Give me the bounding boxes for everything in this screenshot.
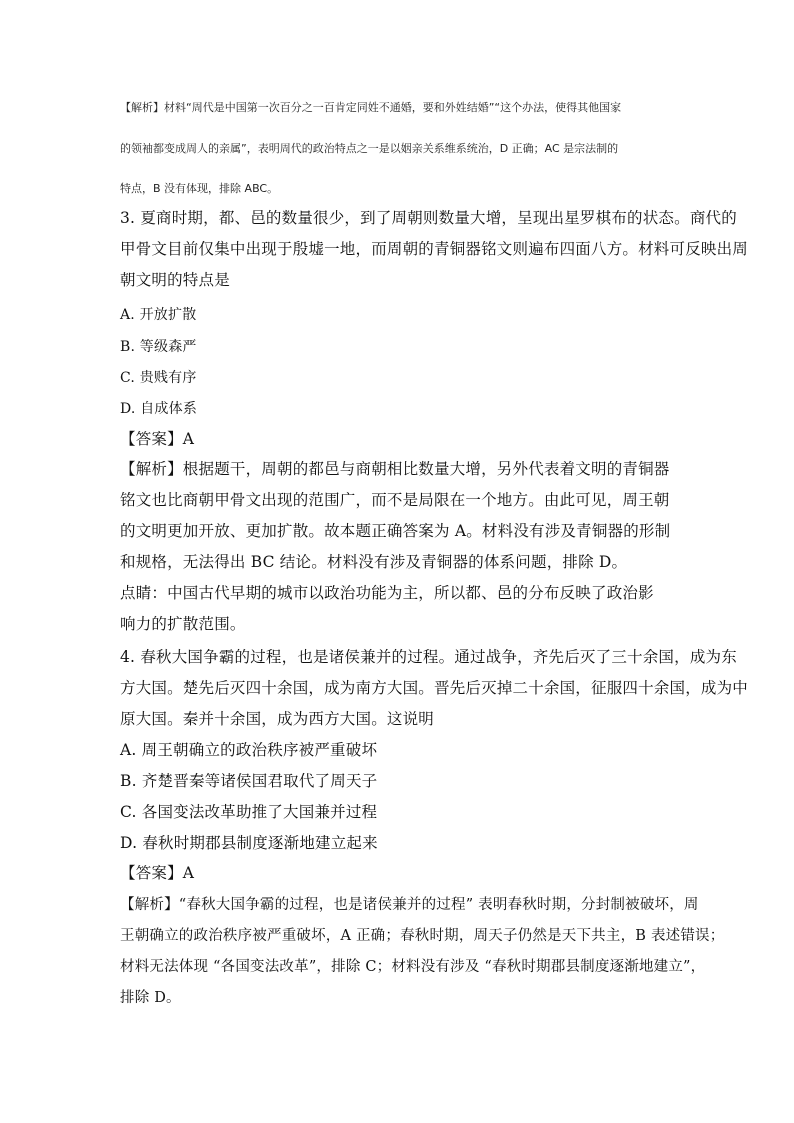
q3-stem-line-1: 3. 夏商时期，都、邑的数量很少，到了周朝则数量大增，呈现出星罗棋布的状态。商代的 <box>120 209 737 227</box>
q3-explanation-line-3: 的文明更加开放、更加扩散。故本题正确答案为 A。材料没有涉及青铜器的形制 <box>120 522 671 540</box>
prev-explanation-line-2: 的领袖都变成周人的亲属”，表明周代的政治特点之一是以姻亲关系维系统治，D 正确；AC 是宗法制的 <box>120 142 619 155</box>
q4-option-d: D. 春秋时期郡县制度逐渐地建立起来 <box>120 834 378 852</box>
prev-explanation-line-1: 【解析】材料“周代是中国第一次百分之一百肯定同姓不通婚，要和外姓结婚”“这个办法，使得其他国家 <box>120 101 622 114</box>
q3-explanation-line-2: 铭文也比商朝甲骨文出现的范围广，而不是局限在一个地方。由此可见，周王朝 <box>120 491 670 509</box>
q4-stem-line-1: 4. 春秋大国争霸的过程，也是诸侯兼并的过程。通过战争，齐先后灭了三十余国，成为东 <box>120 648 737 666</box>
q3-stem-line-3: 朝文明的特点是 <box>120 271 230 289</box>
q3-option-a: A. 开放扩散 <box>120 307 197 323</box>
q3-answer: 【答案】A <box>120 430 195 448</box>
q4-explanation-line-3: 材料无法体现 “各国变法改革”，排除 C；材料没有涉及 “春秋时期郡县制度逐渐地建立”， <box>120 959 706 975</box>
q4-explanation-line-1: 【解析】“春秋大国争霸的过程，也是诸侯兼并的过程” 表明春秋时期，分封制被破坏，周 <box>120 897 699 913</box>
q3-note-line-1: 点睛：中国古代早期的城市以政治功能为主，所以都、邑的分布反映了政治影 <box>120 584 654 602</box>
q4-answer: 【答案】A <box>120 864 195 882</box>
q3-stem-line-2: 甲骨文目前仅集中出现于殷墟一地，而周朝的青铜器铭文则遍布四面八方。材料可反映出周 <box>120 240 749 258</box>
q4-explanation-line-4: 排除 D。 <box>120 990 181 1006</box>
q4-explanation-line-2: 王朝确立的政治秩序被严重破坏，A 正确；春秋时期，周天子仍然是天下共主，B 表述错误； <box>120 928 725 944</box>
q4-option-a: A. 周王朝确立的政治秩序被严重破坏 <box>120 741 378 759</box>
q3-option-b: B. 等级森严 <box>120 339 197 355</box>
q3-explanation-line-4: 和规格，无法得出 BC 结论。材料没有涉及青铜器的体系问题，排除 D。 <box>120 553 628 571</box>
q4-option-c: C. 各国变法改革助推了大国兼并过程 <box>120 803 378 821</box>
q3-note-line-2: 响力的扩散范围。 <box>120 615 246 633</box>
q3-option-c: C. 贵贱有序 <box>120 370 197 386</box>
q4-stem-line-3: 原大国。秦并十余国，成为西方大国。这说明 <box>120 710 435 728</box>
q4-option-b: B. 齐楚晋秦等诸侯国君取代了周天子 <box>120 772 378 790</box>
prev-explanation-line-3: 特点，B 没有体现，排除 ABC。 <box>120 182 279 195</box>
q3-option-d: D. 自成体系 <box>120 401 198 417</box>
q4-stem-line-2: 方大国。楚先后灭四十余国，成为南方大国。晋先后灭掉二十余国，征服四十余国，成为中 <box>120 679 749 697</box>
q3-explanation-line-1: 【解析】根据题干，周朝的都邑与商朝相比数量大增，另外代表着文明的青铜器 <box>120 460 670 478</box>
